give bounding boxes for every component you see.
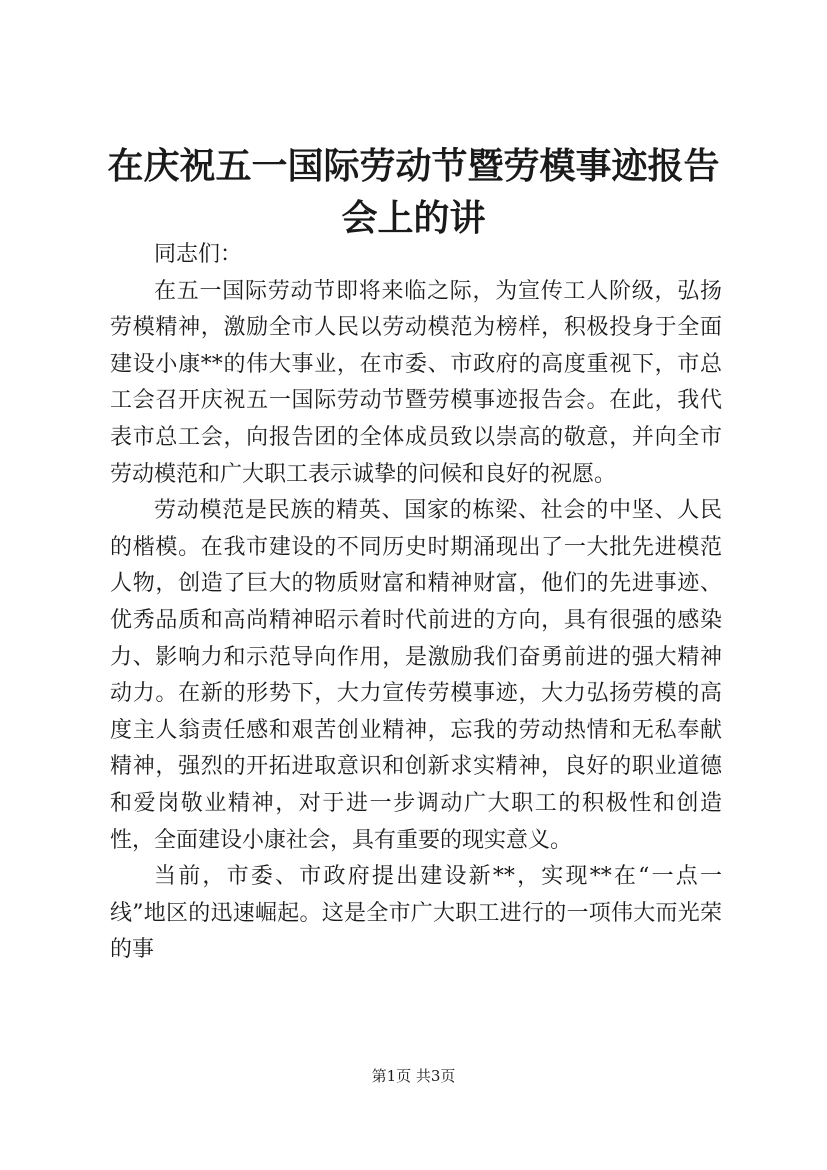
page-number-footer: 第1页 共3页 [371,1067,456,1085]
document-title: 在庆祝五一国际劳动节暨劳模事迹报告会上的讲 [107,145,720,239]
paragraph: 劳动模范是民族的精英、国家的栋梁、社会的中坚、人民的楷模。在我市建设的不同历史时期涌现出了一大批先进模范人物，创造了巨大的物质财富和精神财富，他们的先进事迹、优秀品质和高尚精神昭示着时代前进的方向，具有很强的感染力、影响力和示范导向作用，是激励我们奋勇前进的强大精神动力。在新的形势下，大力宣传劳模事迹，大力弘扬劳模的高度主人翁责任感和艰苦创业精神，忘我的劳动热情和无私奉献精神，强烈的开拓进取意识和创新求实精神，良好的职业道德和爱岗敬业精神，对于进一步调动广大职工的积极性和创造性，全面建设小康社会，具有重要的现实意义。 [110,498,722,853]
document-body [110,237,722,969]
paragraph: 在五一国际劳动节即将来临之际，为宣传工人阶级，弘扬劳模精神，激励全市人民以劳动模范为榜样，积极投身于全面建设小康**的伟大事业，在市委、市政府的高度重视下，市总工会召开庆祝五一国际劳动节暨劳模事迹报告会。在此，我代表市总工会，向报告团的全体成员致以崇高的敬意，并向全市劳动模范和广大职工表示诚挚的问候和良好的祝愿。 [110,278,722,487]
paragraph: 当前，市委、市政府提出建设新**，实现**在“一点一线”地区的迅速崛起。这是全市广大职工进行的一项伟大而光荣的事 [110,864,722,963]
salutation: 同志们： [154,242,243,267]
